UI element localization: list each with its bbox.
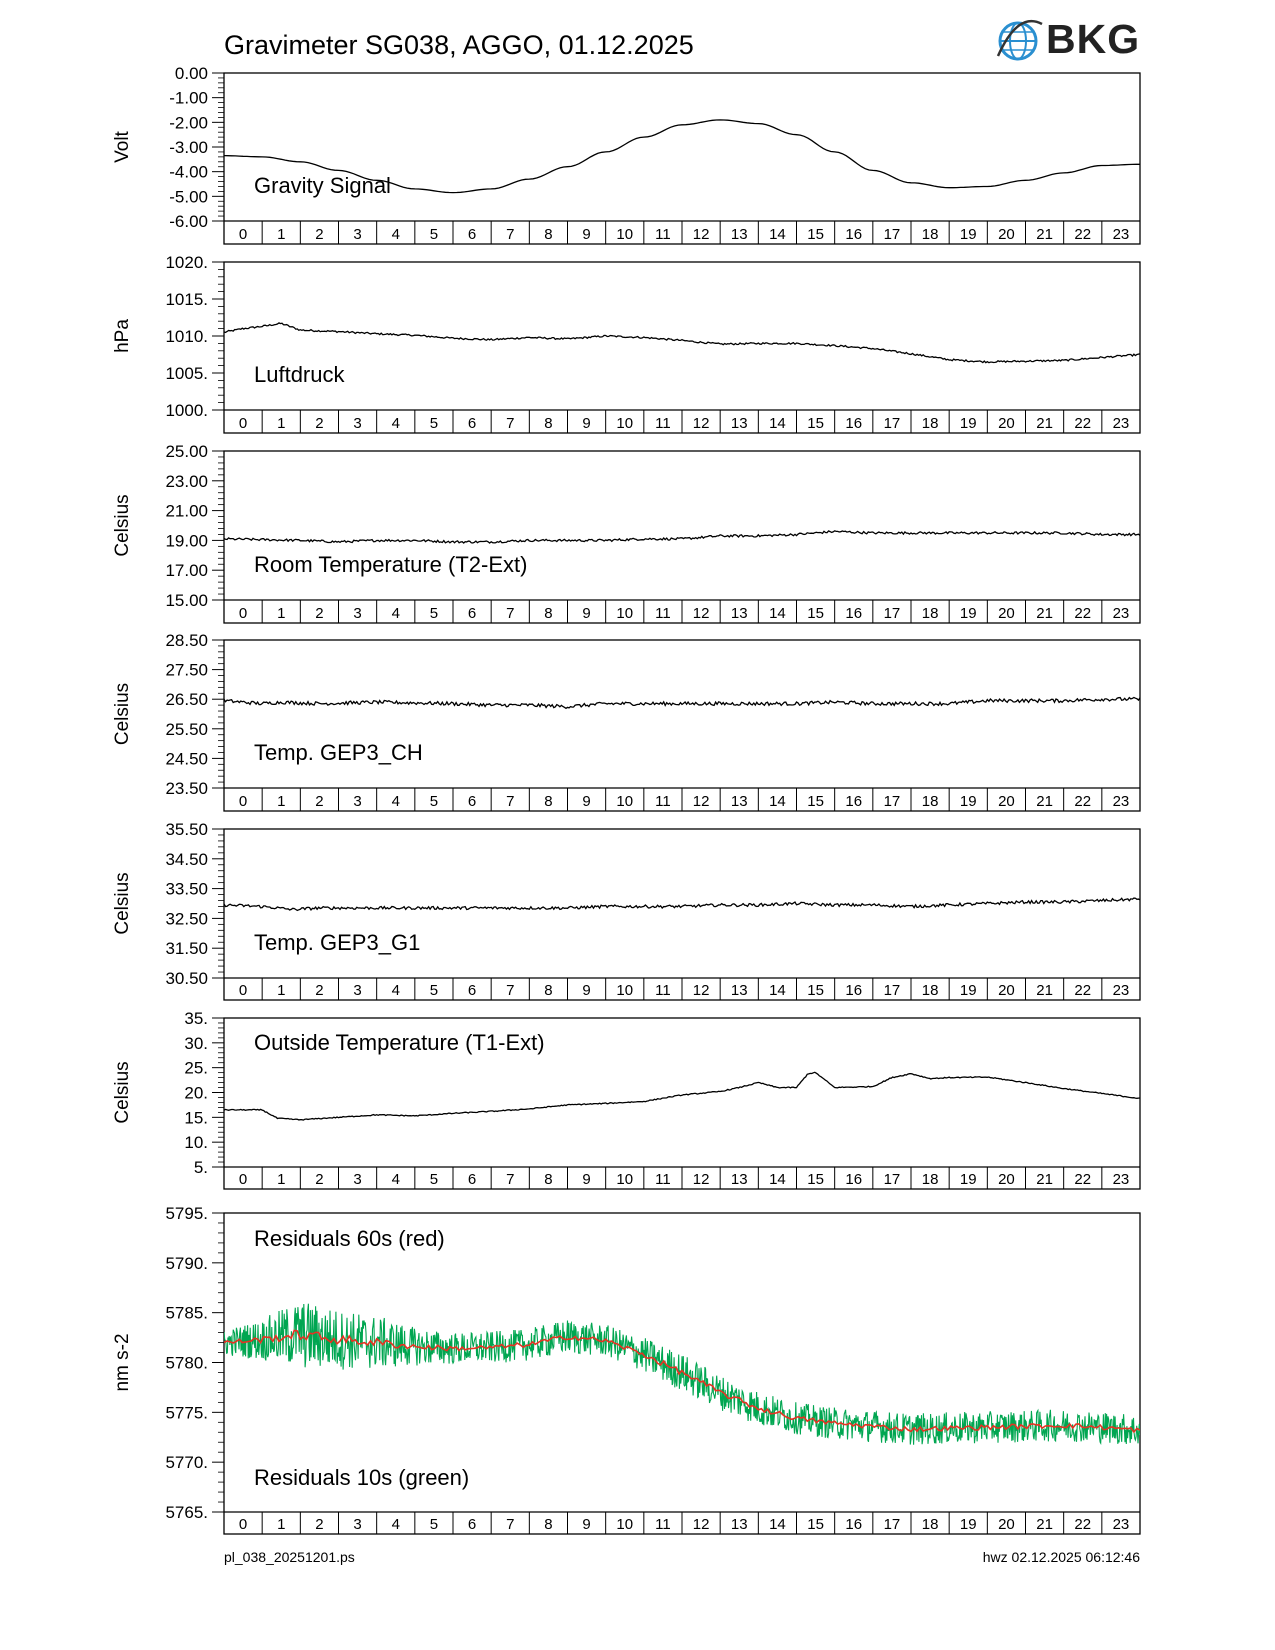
x-tick-label: 0 — [238, 793, 248, 810]
x-tick-label: 22 — [1074, 793, 1092, 810]
y-tick-label: 32.50 — [165, 909, 208, 929]
x-tick-label: 21 — [1036, 226, 1053, 243]
x-tick-label: 15 — [807, 1171, 824, 1188]
x-tick-label: 5 — [429, 793, 439, 810]
x-tick-label: 15 — [807, 415, 824, 432]
x-tick-label: 5 — [429, 226, 439, 243]
y-tick-label: 5770. — [165, 1453, 208, 1473]
x-tick-label: 13 — [730, 226, 748, 243]
x-tick-label: 15 — [807, 1516, 824, 1533]
x-tick-label: 1 — [277, 605, 286, 622]
logo-text: BKG — [1046, 16, 1141, 62]
y-tick-label: 5790. — [165, 1253, 208, 1273]
x-tick-label: 1 — [277, 1171, 286, 1188]
y-tick-label: 15. — [184, 1108, 208, 1128]
x-tick-label: 17 — [883, 793, 901, 810]
chart-panel-6 — [112, 1204, 1140, 1534]
panel-title: Temp. GEP3_G1 — [254, 930, 421, 955]
x-tick-label: 17 — [883, 982, 901, 999]
x-tick-label: 3 — [353, 415, 362, 432]
x-tick-label: 22 — [1074, 982, 1092, 999]
x-tick-label: 0 — [238, 415, 248, 432]
y-tick-label: -2.00 — [169, 113, 208, 133]
y-tick-label: 0.00 — [174, 64, 208, 83]
x-tick-label: 12 — [692, 793, 710, 810]
x-tick-label: 11 — [655, 1516, 671, 1533]
chart-panel-1 — [112, 253, 1140, 433]
x-tick-label: 18 — [921, 1516, 939, 1533]
x-tick-label: 13 — [730, 605, 748, 622]
x-tick-label: 2 — [315, 226, 324, 243]
x-tick-label: 13 — [730, 982, 748, 999]
x-tick-label: 16 — [845, 982, 863, 999]
x-tick-label: 13 — [730, 1516, 748, 1533]
x-tick-label: 0 — [238, 1171, 248, 1188]
x-tick-label: 11 — [655, 982, 671, 999]
x-tick-label: 15 — [807, 793, 824, 810]
x-tick-label: 23 — [1112, 415, 1130, 432]
residuals-10s-line — [224, 1304, 1140, 1445]
x-tick-label: 8 — [544, 415, 553, 432]
footer-filename: pl_038_20251201.ps — [224, 1549, 355, 1565]
y-tick-label: 15.00 — [165, 591, 208, 610]
y-tick-label: 26.50 — [165, 690, 208, 710]
x-tick-label: 14 — [769, 226, 786, 243]
y-tick-label: 5765. — [165, 1503, 208, 1522]
y-tick-label: 23.50 — [165, 779, 208, 798]
x-tick-label: 9 — [582, 605, 591, 622]
x-tick-label: 23 — [1112, 793, 1130, 810]
y-tick-label: -1.00 — [169, 88, 208, 108]
x-tick-label: 9 — [582, 415, 591, 432]
x-tick-label: 4 — [391, 1516, 400, 1533]
x-tick-label: 8 — [544, 605, 553, 622]
x-tick-label: 7 — [506, 793, 515, 810]
x-tick-label: 3 — [353, 793, 362, 810]
y-tick-label: 34.50 — [165, 849, 208, 869]
y-tick-label: 23.00 — [165, 471, 208, 491]
y-axis-label: Celsius — [112, 682, 133, 746]
x-tick-label: 4 — [391, 415, 400, 432]
x-tick-label: 14 — [769, 1171, 786, 1188]
x-tick-label: 21 — [1036, 793, 1053, 810]
y-tick-label: 25.50 — [165, 719, 208, 739]
x-tick-label: 16 — [845, 1171, 863, 1188]
series-line — [224, 1072, 1140, 1120]
y-tick-label: 35.50 — [165, 820, 208, 839]
x-tick-label: 10 — [616, 226, 634, 243]
x-tick-label: 9 — [582, 1516, 591, 1533]
x-tick-label: 1 — [277, 982, 286, 999]
y-tick-label: 31.50 — [165, 939, 208, 959]
x-tick-label: 1 — [277, 1516, 286, 1533]
y-tick-label: 28.50 — [165, 631, 208, 650]
x-tick-label: 5 — [429, 982, 439, 999]
x-tick-label: 18 — [921, 226, 939, 243]
x-tick-label: 15 — [807, 226, 824, 243]
panel-title: Residuals 60s (red) — [254, 1226, 445, 1251]
series-line — [224, 323, 1140, 363]
y-axis-label: Volt — [112, 131, 133, 163]
x-tick-label: 6 — [467, 605, 477, 622]
x-tick-label: 7 — [506, 1171, 515, 1188]
x-tick-label: 21 — [1036, 1516, 1053, 1533]
x-tick-label: 11 — [655, 793, 671, 810]
x-tick-label: 21 — [1036, 1171, 1053, 1188]
x-tick-label: 23 — [1112, 226, 1130, 243]
y-tick-label: 5785. — [165, 1303, 208, 1323]
x-tick-label: 9 — [582, 1171, 591, 1188]
plot-frame — [224, 640, 1140, 811]
x-tick-label: 21 — [1036, 605, 1053, 622]
series-line — [224, 898, 1140, 910]
y-tick-label: 25. — [184, 1058, 208, 1078]
x-tick-label: 5 — [429, 1171, 439, 1188]
y-tick-label: 35. — [184, 1009, 208, 1028]
y-axis-label: Celsius — [112, 494, 133, 557]
y-tick-label: 25.00 — [165, 442, 208, 461]
x-tick-label: 9 — [582, 793, 591, 810]
x-tick-label: 10 — [616, 1171, 634, 1188]
y-tick-label: -5.00 — [169, 187, 208, 207]
x-tick-label: 19 — [959, 793, 977, 810]
x-tick-label: 18 — [921, 415, 939, 432]
x-tick-label: 18 — [921, 982, 939, 999]
x-tick-label: 19 — [959, 226, 977, 243]
x-tick-label: 19 — [959, 1171, 977, 1188]
x-tick-label: 2 — [315, 1171, 324, 1188]
x-tick-label: 5 — [429, 605, 439, 622]
x-tick-label: 12 — [692, 605, 710, 622]
y-tick-label: 20. — [184, 1083, 208, 1103]
x-tick-label: 23 — [1112, 1171, 1130, 1188]
y-tick-label: 27.50 — [165, 660, 208, 680]
chart-panel-5 — [112, 1009, 1140, 1189]
y-tick-label: 33.50 — [165, 879, 208, 899]
x-tick-label: 12 — [692, 226, 710, 243]
x-tick-label: 7 — [506, 1516, 515, 1533]
x-tick-label: 0 — [238, 982, 248, 999]
x-tick-label: 8 — [544, 793, 553, 810]
x-tick-label: 13 — [730, 1171, 748, 1188]
x-tick-label: 16 — [845, 226, 863, 243]
series-line — [224, 531, 1140, 543]
x-tick-label: 0 — [238, 1516, 248, 1533]
x-tick-label: 19 — [959, 982, 977, 999]
y-tick-label: 5795. — [165, 1204, 208, 1223]
x-tick-label: 6 — [467, 793, 477, 810]
x-tick-label: 21 — [1036, 415, 1053, 432]
x-tick-label: 14 — [769, 1516, 786, 1533]
x-tick-label: 19 — [959, 415, 977, 432]
y-axis-label: Celsius — [112, 872, 133, 935]
x-tick-label: 9 — [582, 982, 591, 999]
x-tick-label: 17 — [883, 226, 901, 243]
x-tick-label: 20 — [998, 982, 1015, 999]
x-tick-label: 17 — [883, 1516, 901, 1533]
x-tick-label: 11 — [655, 1171, 671, 1188]
x-tick-label: 4 — [391, 226, 400, 243]
x-tick-label: 3 — [353, 982, 362, 999]
x-tick-label: 16 — [845, 793, 863, 810]
x-tick-label: 2 — [315, 1516, 324, 1533]
page-title: Gravimeter SG038, AGGO, 01.12.2025 — [224, 30, 694, 60]
x-tick-label: 10 — [616, 1516, 634, 1533]
x-tick-label: 8 — [544, 1516, 553, 1533]
x-tick-label: 20 — [998, 605, 1015, 622]
x-tick-label: 17 — [883, 415, 901, 432]
x-tick-label: 23 — [1112, 1516, 1130, 1533]
x-tick-label: 16 — [845, 415, 863, 432]
x-tick-label: 21 — [1036, 982, 1053, 999]
x-tick-label: 0 — [238, 605, 248, 622]
x-tick-label: 14 — [769, 605, 786, 622]
y-axis-label: hPa — [112, 319, 133, 353]
x-tick-label: 23 — [1112, 982, 1130, 999]
panel-title: Gravity Signal — [254, 173, 391, 198]
x-tick-label: 12 — [692, 415, 710, 432]
y-tick-label: 17.00 — [165, 561, 208, 581]
x-tick-label: 4 — [391, 793, 400, 810]
x-tick-label: 22 — [1074, 415, 1092, 432]
y-axis-label: nm s-2 — [112, 1333, 133, 1392]
y-tick-label: -6.00 — [169, 212, 208, 231]
y-tick-label: 21.00 — [165, 501, 208, 521]
x-tick-label: 17 — [883, 605, 901, 622]
x-tick-label: 7 — [506, 605, 515, 622]
y-tick-label: -3.00 — [169, 138, 208, 157]
x-tick-label: 10 — [616, 605, 634, 622]
panel-title: Temp. GEP3_CH — [254, 740, 423, 765]
panel-title: Room Temperature (T2-Ext) — [254, 552, 528, 577]
x-tick-label: 12 — [692, 1171, 710, 1188]
chart-panel-4 — [112, 820, 1140, 1000]
x-tick-label: 10 — [616, 982, 634, 999]
y-tick-label: 30.50 — [165, 969, 208, 988]
x-tick-label: 6 — [467, 1516, 477, 1533]
y-tick-label: 5780. — [165, 1353, 208, 1373]
x-tick-label: 6 — [467, 415, 477, 432]
x-tick-label: 14 — [769, 793, 786, 810]
x-tick-label: 2 — [315, 415, 324, 432]
x-tick-label: 6 — [467, 982, 477, 999]
x-tick-label: 12 — [692, 1516, 710, 1533]
x-tick-label: 2 — [315, 605, 324, 622]
y-tick-label: 5. — [193, 1158, 208, 1177]
chart-panel-0 — [112, 64, 1140, 244]
x-tick-label: 20 — [998, 1171, 1015, 1188]
x-tick-label: 5 — [429, 415, 439, 432]
x-tick-label: 8 — [544, 1171, 553, 1188]
x-tick-label: 2 — [315, 982, 324, 999]
x-tick-label: 6 — [467, 226, 477, 243]
x-tick-label: 10 — [616, 793, 634, 810]
x-tick-label: 12 — [692, 982, 710, 999]
x-tick-label: 7 — [506, 982, 515, 999]
x-tick-label: 17 — [883, 1171, 901, 1188]
x-tick-label: 22 — [1074, 605, 1092, 622]
x-tick-label: 22 — [1074, 1171, 1092, 1188]
x-tick-label: 3 — [353, 226, 362, 243]
y-tick-label: -4.00 — [169, 162, 208, 182]
plot-frame — [224, 829, 1140, 1000]
x-tick-label: 14 — [769, 415, 786, 432]
x-tick-label: 11 — [655, 605, 671, 622]
x-tick-label: 3 — [353, 605, 362, 622]
x-tick-label: 1 — [277, 415, 286, 432]
x-tick-label: 5 — [429, 1516, 439, 1533]
x-tick-label: 7 — [506, 415, 515, 432]
x-tick-label: 4 — [391, 1171, 400, 1188]
panel-subtitle: Residuals 10s (green) — [254, 1465, 470, 1490]
panel-title: Outside Temperature (T1-Ext) — [254, 1030, 545, 1055]
x-tick-label: 16 — [845, 605, 863, 622]
footer-timestamp: hwz 02.12.2025 06:12:46 — [982, 1549, 1140, 1565]
x-tick-label: 3 — [353, 1516, 362, 1533]
x-tick-label: 9 — [582, 226, 591, 243]
y-tick-label: 10. — [184, 1133, 208, 1153]
x-tick-label: 13 — [730, 793, 748, 810]
x-tick-label: 1 — [277, 226, 286, 243]
x-tick-label: 22 — [1074, 226, 1092, 243]
plot-frame — [224, 451, 1140, 623]
x-tick-label: 4 — [391, 982, 400, 999]
x-tick-label: 8 — [544, 982, 553, 999]
x-tick-label: 20 — [998, 226, 1015, 243]
y-tick-label: 19.00 — [165, 531, 208, 551]
x-tick-label: 0 — [238, 226, 248, 243]
x-tick-label: 18 — [921, 1171, 939, 1188]
x-tick-label: 11 — [655, 226, 671, 243]
x-tick-label: 6 — [467, 1171, 477, 1188]
x-tick-label: 4 — [391, 605, 400, 622]
chart-panel-2 — [112, 442, 1140, 623]
x-tick-label: 13 — [730, 415, 748, 432]
y-tick-label: 1015. — [165, 290, 208, 309]
y-tick-label: 1000. — [165, 401, 208, 420]
x-tick-label: 1 — [277, 793, 286, 810]
x-tick-label: 16 — [845, 1516, 863, 1533]
x-tick-label: 8 — [544, 226, 553, 243]
x-tick-label: 3 — [353, 1171, 362, 1188]
x-tick-label: 14 — [769, 982, 786, 999]
plot-frame — [224, 73, 1140, 244]
x-tick-label: 20 — [998, 793, 1015, 810]
x-tick-label: 18 — [921, 605, 939, 622]
y-tick-label: 24.50 — [165, 749, 208, 769]
panel-title: Luftdruck — [254, 362, 345, 387]
x-tick-label: 11 — [655, 415, 671, 432]
y-axis-label: Celsius — [112, 1061, 133, 1124]
x-tick-label: 19 — [959, 605, 977, 622]
y-tick-label: 5775. — [165, 1403, 208, 1423]
x-tick-label: 18 — [921, 793, 939, 810]
x-tick-label: 2 — [315, 793, 324, 810]
x-tick-label: 15 — [807, 605, 824, 622]
x-tick-label: 20 — [998, 415, 1015, 432]
x-tick-label: 19 — [959, 1516, 977, 1533]
x-tick-label: 10 — [616, 415, 634, 432]
y-tick-label: 30. — [184, 1033, 208, 1053]
chart-panel-3 — [112, 631, 1140, 811]
x-tick-label: 23 — [1112, 605, 1130, 622]
plot-frame — [224, 262, 1140, 433]
x-tick-label: 22 — [1074, 1516, 1092, 1533]
series-line — [224, 698, 1140, 709]
x-tick-label: 7 — [506, 226, 515, 243]
y-tick-label: 1020. — [165, 253, 208, 272]
x-tick-label: 20 — [998, 1516, 1015, 1533]
y-tick-label: 1010. — [165, 327, 208, 346]
y-tick-label: 1005. — [165, 364, 208, 383]
x-tick-label: 15 — [807, 982, 824, 999]
